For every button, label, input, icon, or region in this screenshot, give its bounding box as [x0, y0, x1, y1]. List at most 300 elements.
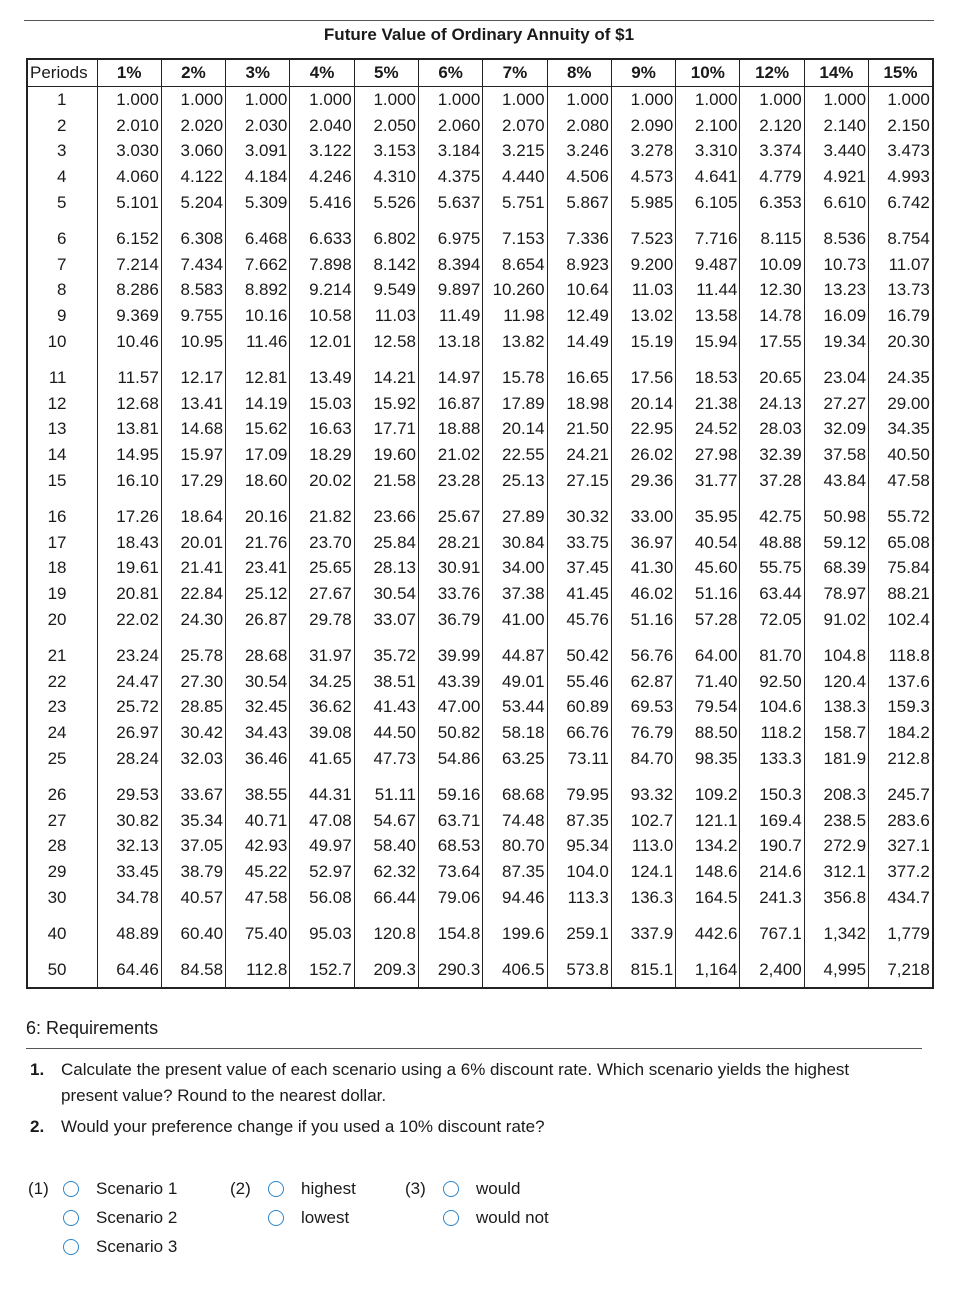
- value-cell: 25.78: [161, 633, 225, 669]
- value-cell: 38.79: [161, 859, 225, 885]
- value-cell: 16.65: [547, 355, 611, 391]
- value-cell: 5.416: [290, 190, 354, 216]
- period-cell: 50: [47, 959, 67, 979]
- rate-header: 10%: [676, 59, 740, 87]
- value-cell: 14.95: [97, 442, 161, 468]
- table-row: [27, 278, 933, 304]
- table-title: Future Value of Ordinary Annuity of $1: [323, 25, 635, 44]
- value-cell: 32.03: [161, 746, 225, 772]
- value-cell: 16.09: [804, 303, 868, 329]
- value-cell: 50.42: [547, 633, 611, 669]
- value-cell: 30.32: [547, 494, 611, 530]
- value-cell: 1.000: [418, 87, 482, 113]
- value-cell: 5.101: [97, 190, 161, 216]
- table-row: [27, 885, 933, 911]
- value-cell: 3.278: [611, 139, 675, 165]
- value-cell: 10.73: [804, 252, 868, 278]
- group-label: (2): [230, 1179, 251, 1198]
- value-cell: 74.48: [483, 808, 547, 834]
- value-cell: 28.85: [161, 695, 225, 721]
- period-cell: 30: [47, 888, 67, 907]
- value-cell: 1.000: [869, 87, 933, 113]
- value-cell: 11.07: [869, 252, 933, 278]
- value-cell: 34.25: [290, 669, 354, 695]
- value-cell: 1.000: [226, 87, 290, 113]
- value-cell: 16.79: [869, 303, 933, 329]
- radio-button[interactable]: [63, 1210, 79, 1226]
- value-cell: 13.41: [161, 391, 225, 417]
- period-cell: 7: [57, 254, 67, 274]
- value-cell: 60.40: [161, 911, 225, 947]
- value-cell: 20.14: [483, 417, 547, 443]
- value-cell: 6.610: [804, 190, 868, 216]
- value-cell: 9.369: [97, 303, 161, 329]
- value-cell: 30.54: [354, 581, 418, 607]
- value-cell: 5.526: [354, 190, 418, 216]
- value-cell: 58.18: [483, 720, 547, 746]
- value-cell: 6.742: [869, 190, 933, 216]
- value-cell: 36.46: [226, 746, 290, 772]
- value-cell: 26.87: [226, 607, 290, 633]
- group-label: (3): [405, 1179, 426, 1198]
- value-cell: 33.76: [418, 581, 482, 607]
- value-cell: 34.00: [483, 556, 547, 582]
- value-cell: 6.975: [418, 216, 482, 252]
- table-row: [27, 355, 933, 391]
- value-cell: 44.31: [290, 772, 354, 808]
- value-cell: 30.54: [226, 669, 290, 695]
- value-cell: 25.84: [354, 530, 418, 556]
- value-cell: 21.41: [161, 556, 225, 582]
- value-cell: 1.000: [290, 87, 354, 113]
- value-cell: 3.184: [418, 139, 482, 165]
- value-cell: 3.060: [161, 139, 225, 165]
- table-row: [27, 87, 933, 113]
- value-cell: 51.16: [676, 581, 740, 607]
- value-cell: 1.000: [354, 87, 418, 113]
- value-cell: 3.091: [226, 139, 290, 165]
- value-cell: 16.63: [290, 417, 354, 443]
- value-cell: 1.000: [161, 87, 225, 113]
- value-cell: 4.375: [418, 164, 482, 190]
- option-label: Scenario 2: [96, 1208, 178, 1227]
- value-cell: 7.662: [226, 252, 290, 278]
- value-cell: 20.16: [226, 494, 290, 530]
- value-cell: 6.152: [97, 216, 161, 252]
- table-row: [27, 417, 933, 443]
- radio-button[interactable]: [443, 1210, 459, 1226]
- value-cell: 14.49: [547, 329, 611, 355]
- period-cell: 15: [47, 471, 67, 491]
- value-cell: 20.14: [611, 391, 675, 417]
- value-cell: 47.58: [226, 885, 290, 911]
- value-cell: 4.921: [804, 164, 868, 190]
- value-cell: 406.5: [483, 947, 547, 988]
- value-cell: 7.214: [97, 252, 161, 278]
- value-cell: 8.115: [740, 216, 804, 252]
- table-row: [27, 633, 933, 669]
- value-cell: 573.8: [547, 947, 611, 988]
- value-cell: 7.434: [161, 252, 225, 278]
- value-cell: 46.02: [611, 581, 675, 607]
- period-cell: 1: [57, 89, 67, 109]
- value-cell: 290.3: [418, 947, 482, 988]
- value-cell: 25.72: [97, 695, 161, 721]
- value-cell: 33.07: [354, 607, 418, 633]
- value-cell: 62.32: [354, 859, 418, 885]
- value-cell: 47.73: [354, 746, 418, 772]
- value-cell: 24.35: [869, 355, 933, 391]
- value-cell: 47.00: [418, 695, 482, 721]
- value-cell: 4.440: [483, 164, 547, 190]
- value-cell: 4.506: [547, 164, 611, 190]
- value-cell: 27.67: [290, 581, 354, 607]
- value-cell: 15.19: [611, 329, 675, 355]
- value-cell: 13.23: [804, 278, 868, 304]
- value-cell: 259.1: [547, 911, 611, 947]
- value-cell: 2.060: [418, 113, 482, 139]
- requirements-title: 6: Requirements: [26, 1018, 159, 1038]
- value-cell: 33.00: [611, 494, 675, 530]
- value-cell: 23.70: [290, 530, 354, 556]
- value-cell: 43.39: [418, 669, 482, 695]
- value-cell: 152.7: [290, 947, 354, 988]
- value-cell: 5.867: [547, 190, 611, 216]
- period-cell: 12: [47, 393, 67, 413]
- rate-header: 4%: [290, 59, 354, 87]
- value-cell: 72.05: [740, 607, 804, 633]
- value-cell: 9.755: [161, 303, 225, 329]
- value-cell: 28.24: [97, 746, 161, 772]
- value-cell: 32.13: [97, 834, 161, 860]
- value-cell: 5.309: [226, 190, 290, 216]
- period-cell: 6: [57, 228, 67, 248]
- value-cell: 15.97: [161, 442, 225, 468]
- value-cell: 1.000: [676, 87, 740, 113]
- value-cell: 272.9: [804, 834, 868, 860]
- value-cell: 32.45: [226, 695, 290, 721]
- requirement-number: 2.: [30, 1117, 45, 1136]
- value-cell: 51.16: [611, 607, 675, 633]
- period-cell: 9: [57, 306, 67, 326]
- value-cell: 27.98: [676, 442, 740, 468]
- period-cell: 25: [47, 749, 67, 769]
- value-cell: 6.353: [740, 190, 804, 216]
- table-row: [27, 746, 933, 772]
- value-cell: 102.4: [869, 607, 933, 633]
- value-cell: 66.76: [547, 720, 611, 746]
- option-lowest[interactable]: [268, 1204, 349, 1232]
- value-cell: 7.153: [483, 216, 547, 252]
- value-cell: 55.72: [869, 494, 933, 530]
- value-cell: 3.246: [547, 139, 611, 165]
- value-cell: 56.76: [611, 633, 675, 669]
- value-cell: 18.88: [418, 417, 482, 443]
- value-cell: 44.87: [483, 633, 547, 669]
- value-cell: 2.140: [804, 113, 868, 139]
- value-cell: 95.03: [290, 911, 354, 947]
- value-cell: 13.82: [483, 329, 547, 355]
- value-cell: 32.39: [740, 442, 804, 468]
- value-cell: 8.286: [97, 278, 161, 304]
- value-cell: 58.40: [354, 834, 418, 860]
- table-row: [27, 303, 933, 329]
- table-row: [27, 859, 933, 885]
- value-cell: 148.6: [676, 859, 740, 885]
- value-cell: 169.4: [740, 808, 804, 834]
- requirements-divider: [26, 1048, 922, 1049]
- value-cell: 31.97: [290, 633, 354, 669]
- value-cell: 20.65: [740, 355, 804, 391]
- value-cell: 356.8: [804, 885, 868, 911]
- value-cell: 30.82: [97, 808, 161, 834]
- value-cell: 75.40: [226, 911, 290, 947]
- radio-button[interactable]: [63, 1239, 79, 1255]
- value-cell: 164.5: [676, 885, 740, 911]
- value-cell: 137.6: [869, 669, 933, 695]
- value-cell: 21.38: [676, 391, 740, 417]
- requirement-number: 1.: [30, 1060, 45, 1079]
- value-cell: 312.1: [804, 859, 868, 885]
- value-cell: 17.56: [611, 355, 675, 391]
- value-cell: 21.58: [354, 468, 418, 494]
- value-cell: 15.62: [226, 417, 290, 443]
- value-cell: 136.3: [611, 885, 675, 911]
- value-cell: 6.633: [290, 216, 354, 252]
- value-cell: 190.7: [740, 834, 804, 860]
- value-cell: 8.536: [804, 216, 868, 252]
- value-cell: 104.0: [547, 859, 611, 885]
- value-cell: 68.68: [483, 772, 547, 808]
- value-cell: 37.38: [483, 581, 547, 607]
- radio-button[interactable]: [63, 1181, 79, 1197]
- value-cell: 76.79: [611, 720, 675, 746]
- value-cell: 80.70: [483, 834, 547, 860]
- value-cell: 18.53: [676, 355, 740, 391]
- value-cell: 2.120: [740, 113, 804, 139]
- value-cell: 34.78: [97, 885, 161, 911]
- value-cell: 30.42: [161, 720, 225, 746]
- value-cell: 64.46: [97, 947, 161, 988]
- option-label: would: [476, 1179, 521, 1198]
- value-cell: 15.94: [676, 329, 740, 355]
- value-cell: 12.68: [97, 391, 161, 417]
- value-cell: 17.89: [483, 391, 547, 417]
- option-scenario-3[interactable]: [63, 1233, 177, 1261]
- value-cell: 45.60: [676, 556, 740, 582]
- value-cell: 1.000: [740, 87, 804, 113]
- value-cell: 41.30: [611, 556, 675, 582]
- requirement-text: Calculate the present value of each scenario using a 6% discount rate. Which scenario yields the highest present value? Round to the nearest dollar.: [61, 1060, 850, 1105]
- value-cell: 63.44: [740, 581, 804, 607]
- option-would-not[interactable]: [443, 1204, 549, 1232]
- value-cell: 1,779: [869, 911, 933, 947]
- value-cell: 6.105: [676, 190, 740, 216]
- value-cell: 14.19: [226, 391, 290, 417]
- value-cell: 48.89: [97, 911, 161, 947]
- requirement-text: Would your preference change if you used a 10% discount rate?: [61, 1117, 545, 1136]
- radio-button[interactable]: [268, 1181, 284, 1197]
- value-cell: 1.000: [611, 87, 675, 113]
- value-cell: 815.1: [611, 947, 675, 988]
- value-cell: 68.39: [804, 556, 868, 582]
- value-cell: 7.898: [290, 252, 354, 278]
- table-row: [27, 252, 933, 278]
- period-cell: 29: [47, 862, 67, 882]
- value-cell: 16.10: [97, 468, 161, 494]
- option-scenario-2[interactable]: [63, 1204, 177, 1232]
- value-cell: 377.2: [869, 859, 933, 885]
- periods-header: Periods: [27, 59, 97, 87]
- table-row: [27, 113, 933, 139]
- value-cell: 11.98: [483, 303, 547, 329]
- value-cell: 20.30: [869, 329, 933, 355]
- value-cell: 17.26: [97, 494, 161, 530]
- value-cell: 1,342: [804, 911, 868, 947]
- value-cell: 10.58: [290, 303, 354, 329]
- value-cell: 10.260: [483, 278, 547, 304]
- period-cell: 18: [47, 558, 67, 578]
- value-cell: 6.308: [161, 216, 225, 252]
- value-cell: 113.3: [547, 885, 611, 911]
- value-cell: 112.8: [226, 947, 290, 988]
- value-cell: 12.49: [547, 303, 611, 329]
- value-cell: 2.150: [869, 113, 933, 139]
- value-cell: 767.1: [740, 911, 804, 947]
- value-cell: 28.21: [418, 530, 482, 556]
- value-cell: 28.68: [226, 633, 290, 669]
- value-cell: 18.29: [290, 442, 354, 468]
- value-cell: 120.8: [354, 911, 418, 947]
- radio-button[interactable]: [268, 1210, 284, 1226]
- value-cell: 199.6: [483, 911, 547, 947]
- value-cell: 34.43: [226, 720, 290, 746]
- period-cell: 5: [57, 193, 67, 213]
- value-cell: 16.87: [418, 391, 482, 417]
- value-cell: 23.28: [418, 468, 482, 494]
- value-cell: 27.30: [161, 669, 225, 695]
- value-cell: 2.070: [483, 113, 547, 139]
- value-cell: 184.2: [869, 720, 933, 746]
- value-cell: 38.51: [354, 669, 418, 695]
- value-cell: 22.55: [483, 442, 547, 468]
- value-cell: 47.08: [290, 808, 354, 834]
- value-cell: 35.95: [676, 494, 740, 530]
- value-cell: 92.50: [740, 669, 804, 695]
- value-cell: 2.040: [290, 113, 354, 139]
- option-scenario-1[interactable]: [63, 1175, 177, 1203]
- value-cell: 7.716: [676, 216, 740, 252]
- option-highest[interactable]: [268, 1175, 356, 1203]
- value-cell: 11.03: [354, 303, 418, 329]
- period-cell: 27: [47, 810, 67, 830]
- value-cell: 14.21: [354, 355, 418, 391]
- value-cell: 9.897: [418, 278, 482, 304]
- value-cell: 4.246: [290, 164, 354, 190]
- option-would[interactable]: [443, 1175, 520, 1203]
- value-cell: 43.84: [804, 468, 868, 494]
- value-cell: 238.5: [804, 808, 868, 834]
- value-cell: 27.15: [547, 468, 611, 494]
- value-cell: 13.02: [611, 303, 675, 329]
- value-cell: 1.000: [804, 87, 868, 113]
- value-cell: 37.58: [804, 442, 868, 468]
- value-cell: 102.7: [611, 808, 675, 834]
- value-cell: 8.394: [418, 252, 482, 278]
- value-cell: 7,218: [869, 947, 933, 988]
- value-cell: 40.71: [226, 808, 290, 834]
- period-cell: 2: [57, 115, 67, 135]
- value-cell: 25.65: [290, 556, 354, 582]
- value-cell: 159.3: [869, 695, 933, 721]
- value-cell: 88.50: [676, 720, 740, 746]
- period-cell: 22: [47, 671, 67, 691]
- annuity-table: [26, 58, 934, 989]
- value-cell: 337.9: [611, 911, 675, 947]
- value-cell: 25.13: [483, 468, 547, 494]
- value-cell: 13.18: [418, 329, 482, 355]
- value-cell: 23.66: [354, 494, 418, 530]
- value-cell: 120.4: [804, 669, 868, 695]
- value-cell: 4.310: [354, 164, 418, 190]
- value-cell: 48.88: [740, 530, 804, 556]
- value-cell: 78.97: [804, 581, 868, 607]
- value-cell: 37.28: [740, 468, 804, 494]
- value-cell: 150.3: [740, 772, 804, 808]
- period-cell: 24: [47, 723, 67, 743]
- value-cell: 23.41: [226, 556, 290, 582]
- rate-header: 9%: [611, 59, 675, 87]
- value-cell: 8.923: [547, 252, 611, 278]
- value-cell: 59.12: [804, 530, 868, 556]
- value-cell: 2.090: [611, 113, 675, 139]
- period-cell: 23: [47, 697, 67, 717]
- value-cell: 283.6: [869, 808, 933, 834]
- value-cell: 18.60: [226, 468, 290, 494]
- value-cell: 55.75: [740, 556, 804, 582]
- value-cell: 109.2: [676, 772, 740, 808]
- value-cell: 33.45: [97, 859, 161, 885]
- rate-header: 5%: [354, 59, 418, 87]
- value-cell: 4.993: [869, 164, 933, 190]
- value-cell: 4,995: [804, 947, 868, 988]
- value-cell: 55.46: [547, 669, 611, 695]
- value-cell: 14.78: [740, 303, 804, 329]
- value-cell: 154.8: [418, 911, 482, 947]
- value-cell: 20.81: [97, 581, 161, 607]
- value-cell: 241.3: [740, 885, 804, 911]
- value-cell: 121.1: [676, 808, 740, 834]
- table-row: [27, 947, 933, 988]
- value-cell: 5.985: [611, 190, 675, 216]
- period-cell: 10: [47, 332, 67, 352]
- value-cell: 88.21: [869, 581, 933, 607]
- value-cell: 118.2: [740, 720, 804, 746]
- period-cell: 17: [47, 532, 67, 552]
- value-cell: 209.3: [354, 947, 418, 988]
- value-cell: 6.468: [226, 216, 290, 252]
- value-cell: 40.57: [161, 885, 225, 911]
- value-cell: 9.214: [290, 278, 354, 304]
- period-cell: 11: [48, 367, 67, 387]
- radio-button[interactable]: [443, 1181, 459, 1197]
- value-cell: 22.84: [161, 581, 225, 607]
- table-row: [27, 720, 933, 746]
- value-cell: 6.802: [354, 216, 418, 252]
- value-cell: 29.36: [611, 468, 675, 494]
- value-cell: 31.77: [676, 468, 740, 494]
- option-label: Scenario 3: [96, 1237, 178, 1256]
